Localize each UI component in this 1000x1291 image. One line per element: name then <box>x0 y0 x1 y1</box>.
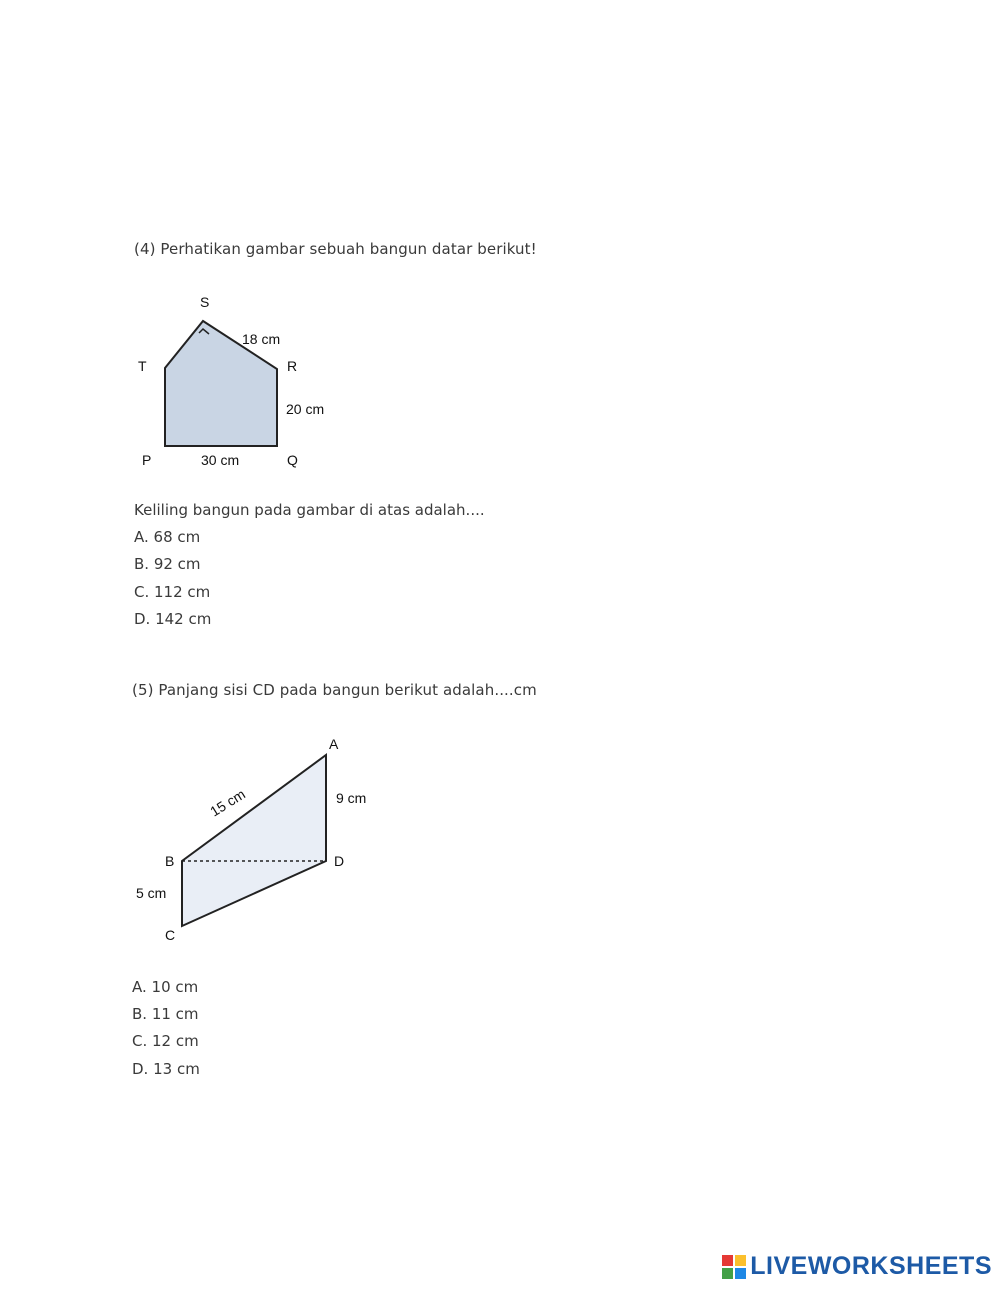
side-pq-label: 30 cm <box>201 452 240 468</box>
q4-option-c[interactable]: C. 112 cm <box>134 583 211 601</box>
question-5-prompt: (5) Panjang sisi CD pada bangun berikut adalah....cm <box>132 681 537 699</box>
q4-option-a[interactable]: A. 68 cm <box>134 528 201 546</box>
label-a: A <box>329 736 339 752</box>
logo-blocks-icon <box>722 1255 746 1279</box>
side-ad-label: 9 cm <box>336 790 367 806</box>
label-s: S <box>200 294 210 310</box>
label-t: T <box>138 358 147 374</box>
trapezoid-shape <box>182 755 326 926</box>
question-4-prompt: (4) Perhatikan gambar sebuah bangun datar berikut! <box>134 240 537 258</box>
question-4-text: Keliling bangun pada gambar di atas adalah.... <box>134 501 485 519</box>
label-c: C <box>165 927 176 943</box>
side-sr-label: 18 cm <box>242 331 281 347</box>
side-rq-label: 20 cm <box>286 401 325 417</box>
label-q: Q <box>287 452 298 468</box>
q4-option-d[interactable]: D. 142 cm <box>134 610 212 628</box>
side-ab-label: 15 cm <box>207 785 248 820</box>
q5-option-d[interactable]: D. 13 cm <box>132 1060 200 1078</box>
q5-option-c[interactable]: C. 12 cm <box>132 1032 199 1050</box>
q5-option-b[interactable]: B. 11 cm <box>132 1005 199 1023</box>
q5-option-a[interactable]: A. 10 cm <box>132 978 199 996</box>
label-b: B <box>165 853 175 869</box>
side-bc-label: 5 cm <box>136 885 167 901</box>
liveworksheets-logo[interactable] <box>722 1252 992 1281</box>
pentagon-figure <box>120 285 360 485</box>
label-r: R <box>287 358 298 374</box>
label-p: P <box>142 452 152 468</box>
label-d: D <box>334 853 345 869</box>
brand-name: LIVEWORKSHEETS <box>750 1252 992 1280</box>
trapezoid-figure <box>120 725 400 955</box>
q4-option-b[interactable]: B. 92 cm <box>134 555 201 573</box>
